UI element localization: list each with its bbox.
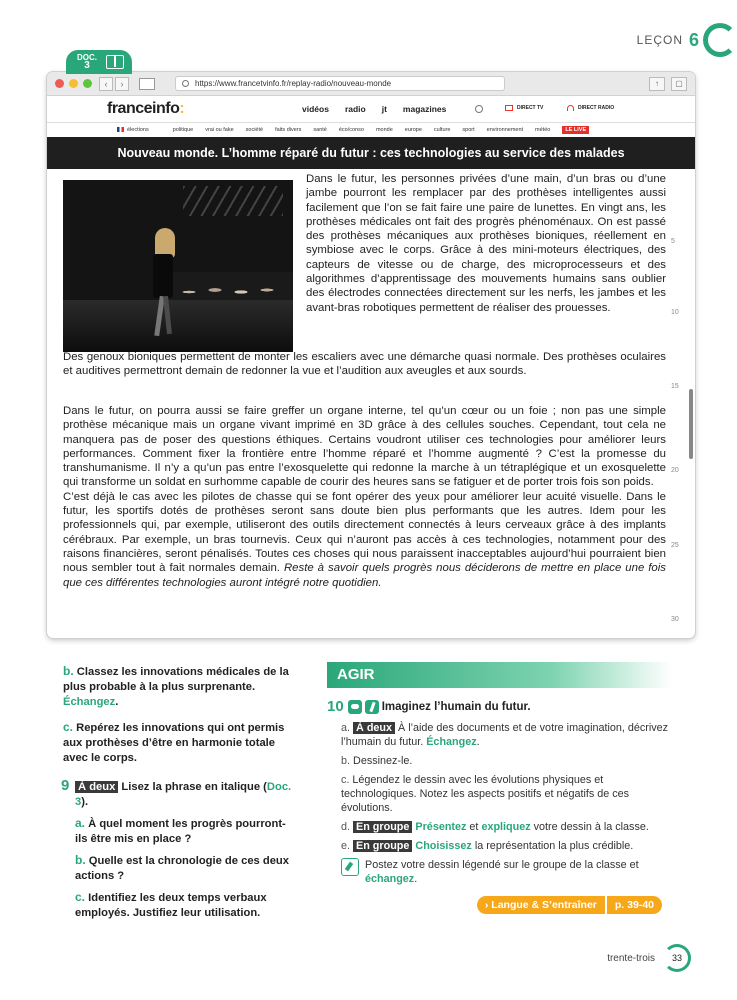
maximize-window-button[interactable] [83,79,92,88]
category-item[interactable]: éco/conso [338,126,364,133]
category-bar [47,122,695,136]
doc-badge [66,50,132,74]
category-item[interactable]: météo [535,126,551,133]
activity-item-c: c. Légendez le dessin avec les évolutions physiques et technologiques. Notez les aspects positifs et négatifs de ces évolutions. [341,774,630,814]
scrollbar-thumb[interactable] [689,389,693,459]
line-number: 25 [671,542,679,549]
line-number: 5 [671,238,675,245]
site-logo[interactable]: franceinfo: [107,100,185,117]
category-item[interactable]: société [245,126,264,133]
nav-item-videos[interactable]: vidéos [302,104,329,114]
lesson-header [637,24,737,56]
question-9a: a. À quel moment les progrès pourront-ils être mis en place ? [75,816,286,845]
site-header [47,96,695,122]
category-item[interactable]: culture [433,126,451,133]
forward-button[interactable]: › [115,77,129,91]
activity-item-b: b. Dessinez-le. [341,755,413,767]
article-title: Nouveau monde. L’homme réparé du futur : ces technologies au service des malades [47,137,695,169]
pair-tag: À deux [75,781,118,793]
article-italic-sentence: Reste à savoir quels progrès nous déciderons de mettre en place une fois que ces différentes technologies auront intégré notre quotidien. [63,562,666,589]
nav-item-jt[interactable]: jt [381,104,387,114]
direct-tv-link[interactable]: DIRECT TV [505,105,543,111]
doc-label: DOC. [77,53,97,62]
category-item[interactable]: santé [313,126,327,133]
category-item[interactable]: faits divers [275,126,302,133]
page-footer [607,944,691,972]
langue-link[interactable]: › Langue & S’entraîner [477,896,605,914]
nav-item-radio[interactable]: radio [344,104,366,114]
tabs-button[interactable]: ▢ [671,77,687,91]
agir-heading: AGIR [327,662,672,688]
question-9b: b. Quelle est la chronologie de ces deux actions ? [75,853,289,882]
search-icon [182,80,189,87]
close-window-button[interactable] [55,79,64,88]
category-item[interactable]: vrai ou fake [205,126,234,133]
category-item[interactable]: monde [375,126,393,133]
question-c: c. Repérez les innovations qui ont permis aux prothèses d’être en harmonie totale avec le corps. [63,720,285,764]
category-item[interactable]: politique [172,126,194,133]
article-photo [63,180,293,352]
page-ref-link[interactable]: p. 39-40 [607,896,662,914]
category-item[interactable]: europe [404,126,422,133]
activity-10-title: 10 Imaginez l’humain du futur. [327,698,531,715]
category-item[interactable]: sport [462,126,475,133]
touch-icon [341,858,359,876]
back-button[interactable]: ‹ [99,77,113,91]
line-number: 30 [671,616,679,623]
share-button[interactable]: ↑ [649,77,665,91]
browser-window [47,72,695,638]
question-9-number: 9 [61,777,70,794]
page-number: 33 [663,944,691,972]
url-text: https://www.francetvinfo.fr/replay-radio/nouveau-monde [195,79,392,88]
article-paragraph-1: Dans le futur, les personnes privées d’une main, d’un bras ou d’une jambe pourront les remplacer par des prothèses intelligentes aussi facilement que l’on se fait faire une paire de lunettes. En vingt ans, les prothèses médicales ont fait des progrès phénoménaux. On est passé des prothèses mécaniques aux prothèses bioniques, réellement en symbiose avec le corps. Grâce à des mini-moteurs électriques, des capteurs de vitesse ou de charge, des microprocesseurs et des algorithmes d’apprentissage des mouvements humains sans oublier des électrodes connectées directement sur les nerfs, les jambes et les avant-bras robotiques permettent de réaliser des prouesses. [306,173,666,314]
doc-number: 3 [84,60,90,71]
pencil-icon [365,700,379,714]
tv-icon [505,105,513,111]
agir-section [327,662,672,914]
activity-10-items [341,721,672,886]
headphones-icon [567,105,574,111]
address-bar[interactable] [175,76,505,91]
sidebar-toggle-icon[interactable] [139,78,155,90]
nav-item-magazines[interactable]: magazines [402,104,447,114]
activity-item-d: d. En groupe Présentez et expliquez votre dessin à la classe. [341,821,649,833]
direct-radio-link[interactable]: DIRECT RADIO [567,105,614,111]
question-9c: c. Identifiez les deux temps verbaux employés. Justifiez leur utilisation. [75,890,267,919]
speech-icon [348,700,362,714]
line-number: 15 [671,383,679,390]
lesson-label: LEÇON [636,33,683,47]
flag-icon [117,127,124,132]
question-b: b. Classez les innovations médicales de la plus probable à la plus surprenante. Échangez. [63,664,289,708]
activity-item-e: e. En groupe Choisissez la représentation la plus crédible. [341,840,634,852]
category-item[interactable]: environnement [486,126,524,133]
activity-item-a: a. À deux À l’aide des documents et de votre imagination, décrivez l’humain du futur. Échangez. [341,722,669,748]
page-number-word: trente-trois [607,952,655,964]
lesson-number: 6 [688,29,699,50]
article-paragraph-3: C’est déjà le cas avec les pilotes de chasse qui se font opérer des yeux pour améliorer leur acuité visuelle. Dans le futur, les sportifs dotés de prothèses seront sans doute bien plus performants que les autres. Idem pour les professionnels qui, par exemple, utiliseront des outils directement connectés à leurs cerveaux grâce à des implants cérébraux. Par exemple, un bras tournevis. Ceux qui n’auront pas accès à ces technologies, notamment pour des raisons financières, seront pénalisés. Toutes ces choses qui nous paraissent inacceptables aujourd’hui pourraient bien nous sembler tout à fait normales demain. [63,490,666,575]
post-instruction: Postez votre dessin légendé sur le groupe de la classe et échangez. [341,858,672,886]
line-number: 10 [671,309,679,316]
site-nav [302,104,462,114]
lesson-ring-icon [703,23,737,57]
book-icon [106,55,124,69]
site-search-icon[interactable] [475,105,483,113]
questions-column [63,664,298,921]
reference-pills [327,896,672,914]
browser-toolbar [47,72,695,96]
question-9: 9 À deux Lisez la phrase en italique (Doc. 3). a. À quel moment les progrès pourront-ils être mis en place ? b. Quelle est la chronologie de ces deux actions ? c. Identifiez les deux temps verbaux employés. Justifiez leur utilisation. [63,780,298,921]
live-badge[interactable]: LE LIVE [562,126,589,134]
category-elections[interactable]: élections [117,127,161,133]
article-paragraph-1b: Des genoux bioniques permettent de monter les escaliers avec une démarche quasi normale. Des prothèses oculaires et auditives permettront demain de redonner la vue et l’audition aux aveugles et aux sourds. [63,351,666,378]
minimize-window-button[interactable] [69,79,78,88]
article-paragraph-2: Dans le futur, on pourra aussi se faire greffer un organe interne, tel qu’un cœur ou un foie ; non pas une simple prothèse mécanique mais un organe vivant imprimé en 3D grâce à des cellules souches. Cependant, tout cela ne manquera pas de poser des questions éthiques. Certains voudront utiliser ces technologies pour améliorer leurs performances. Comment fixer la frontière entre l’homme réparé et l’homme augmenté ? C’est la promesse du transhumanisme. Il n’y a qu’un pas entre l’exosquelette qui redonne la marche à un tétraplégique et un exosquelette qui transforme un soldat en surhomme capable de courir des heures sans se fatiguer et de porter trois fois son poids. C’est déjà le cas avec les pilotes de chasse qui se font opérer des yeux pour améliorer leur acuité visuelle. Dans le futur, les sportifs dotés de prothèses seront sans doute bien plus performants que les autres. Idem pour les professionnels qui, par exemple, utiliseront des outils directement connectés à leurs cerveaux grâce à des implants cérébraux. Par exemple, un bras tournevis. Ceux qui n’auront pas accès à ces technologies, notamment pour des raisons financières, seront pénalisés. Toutes ces choses qui nous paraissent inacceptables aujourd’hui pourraient bien nous sembler tout à fait normales demain. Reste à savoir quels progrès nous déciderons de mettre en place une fois que ces différentes technologies auront intégré notre quotidien. [63,405,666,589]
line-number: 20 [671,467,679,474]
